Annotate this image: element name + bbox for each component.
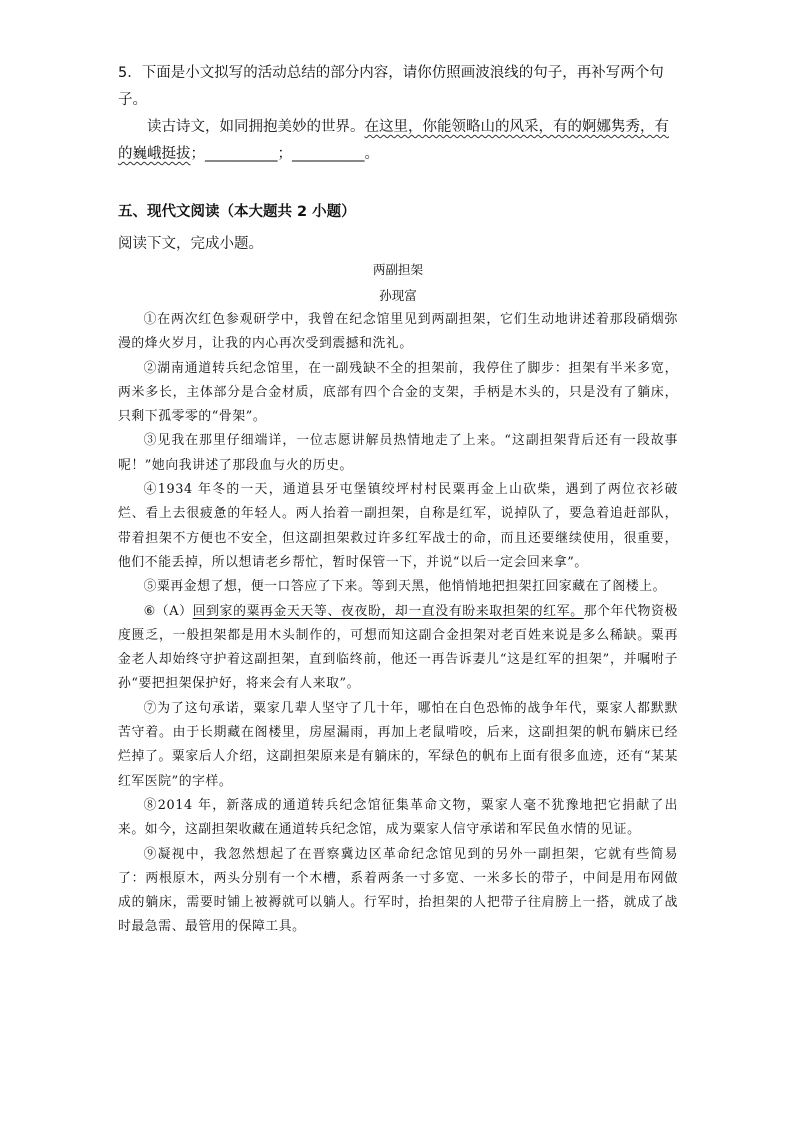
- question-5: [118, 60, 678, 168]
- article-paragraph-2: ②湖南通道转兵纪念馆里，在一副残缺不全的担架前，我停住了脚步：担架有半米多宽，两米多长，主体部分是合金材质，底部有四个合金的支架，手柄是木头的，只是没有了躺床，只剩下孤零零的“骨架”。: [118, 360, 678, 425]
- underlined-sentence-a: 回到家的粟再金天天等、夜夜盼，却一直没有盼来取担架的红军。: [192, 603, 584, 619]
- article-paragraph-3: ③见我在那里仔细端详，一位志愿讲解员热情地走了上来。“这副担架背后还有一段故事呢！”她向我讲述了那段血与火的历史。: [118, 433, 678, 473]
- article-author: 孙现富: [379, 288, 417, 303]
- wavy-underlined-sentence: 在这里，你能领略山的风采，有的婀娜隽秀，有的巍峨挺拔: [118, 119, 669, 162]
- question-5-prompt: 5．下面是小文拟写的活动总结的部分内容，请你仿照画波浪线的句子，再补写两个句子。: [118, 65, 664, 108]
- article-paragraph-6: [118, 600, 678, 697]
- article-paragraph-5: ⑤粟再金想了想，便一口答应了下来。等到天黑，他悄悄地把担架扛回家藏在了阁楼上。: [143, 579, 667, 595]
- answer-blanks: ；__________；__________。: [190, 146, 379, 162]
- paragraph-6-lead: ⑥（A）: [143, 603, 193, 619]
- section-instruction: 阅读下文，完成小题。: [118, 236, 263, 252]
- article-paragraph-1: ①在两次红色参观研学中，我曾在纪念馆里见到两副担架，它们生动地讲述着那段硝烟弥漫的烽火岁月，让我的内心再次受到震撼和洗礼。: [118, 312, 678, 352]
- question-5-lead: 读古诗文，如同拥抱美妙的世界。: [147, 119, 365, 135]
- question-5-body: [118, 114, 678, 168]
- document-page: [118, 60, 678, 940]
- paragraph-6-rest: 那个年代物资极度匮乏，一般担架都是用木头制作的，可想而知这副合金担架对老百姓来说是多么稀缺。粟再金老人却始终守护着这副担架，直到临终前，他还一再告诉妻儿“这是红军的担架”，并嘱咐子孙“要把担架保护好，将来会有人来取”。: [118, 603, 678, 692]
- article-paragraph-7: ⑦为了这句承诺，粟家几辈人坚守了几十年，哪怕在白色恐怖的战争年代，粟家人都默默苦守着。由于长期藏在阁楼里，房屋漏雨，再加上老鼠啃咬，后来，这副担架的帆布躺床已经烂掉了。粟家后人介绍，这副担架原来是有躺床的，军绿色的帆布上面有很多血迹，还有“某某红军医院”的字样。: [118, 700, 678, 789]
- section-title: 五、现代文阅读（本大题共 2 小题）: [118, 204, 356, 220]
- article-paragraph-9: ⑨凝视中，我忽然想起了在晋察冀边区革命纪念馆见到的另外一副担架，它就有些简易了：两根原木，两头分别有一个木槽，系着两条一寸多宽、一米多长的带子，中间是用布网做成的躺床，需要时铺上被褥就可以躺人。行军时，抬担架的人把带子往肩膀上一搭，就成了战时最急需、最管用的保障工具。: [118, 846, 678, 935]
- article-paragraph-8: ⑧2014 年，新落成的通道转兵纪念馆征集革命文物，粟家人毫不犹豫地把它捐献了出来。如今，这副担架收藏在通道转兵纪念馆，成为粟家人信守承诺和军民鱼水情的见证。: [118, 797, 678, 838]
- article-title: 两副担架: [372, 262, 423, 277]
- article-body: [118, 308, 678, 940]
- article-paragraph-4: ④1934 年冬的一天，通道县牙屯堡镇绞坪村村民粟再金上山砍柴，遇到了两位衣衫破烂、看上去很疲惫的年轻人。两人抬着一副担架，自称是红军，说掉队了，要急着追赶部队，带着担架不方便也不安全，但这副担架救过许多红军战士的命，而且还要继续使用，很重要，他们不能丢掉，所以想请老乡帮忙，暂时保管一下，并说“以后一定会回来拿”。: [118, 482, 678, 570]
